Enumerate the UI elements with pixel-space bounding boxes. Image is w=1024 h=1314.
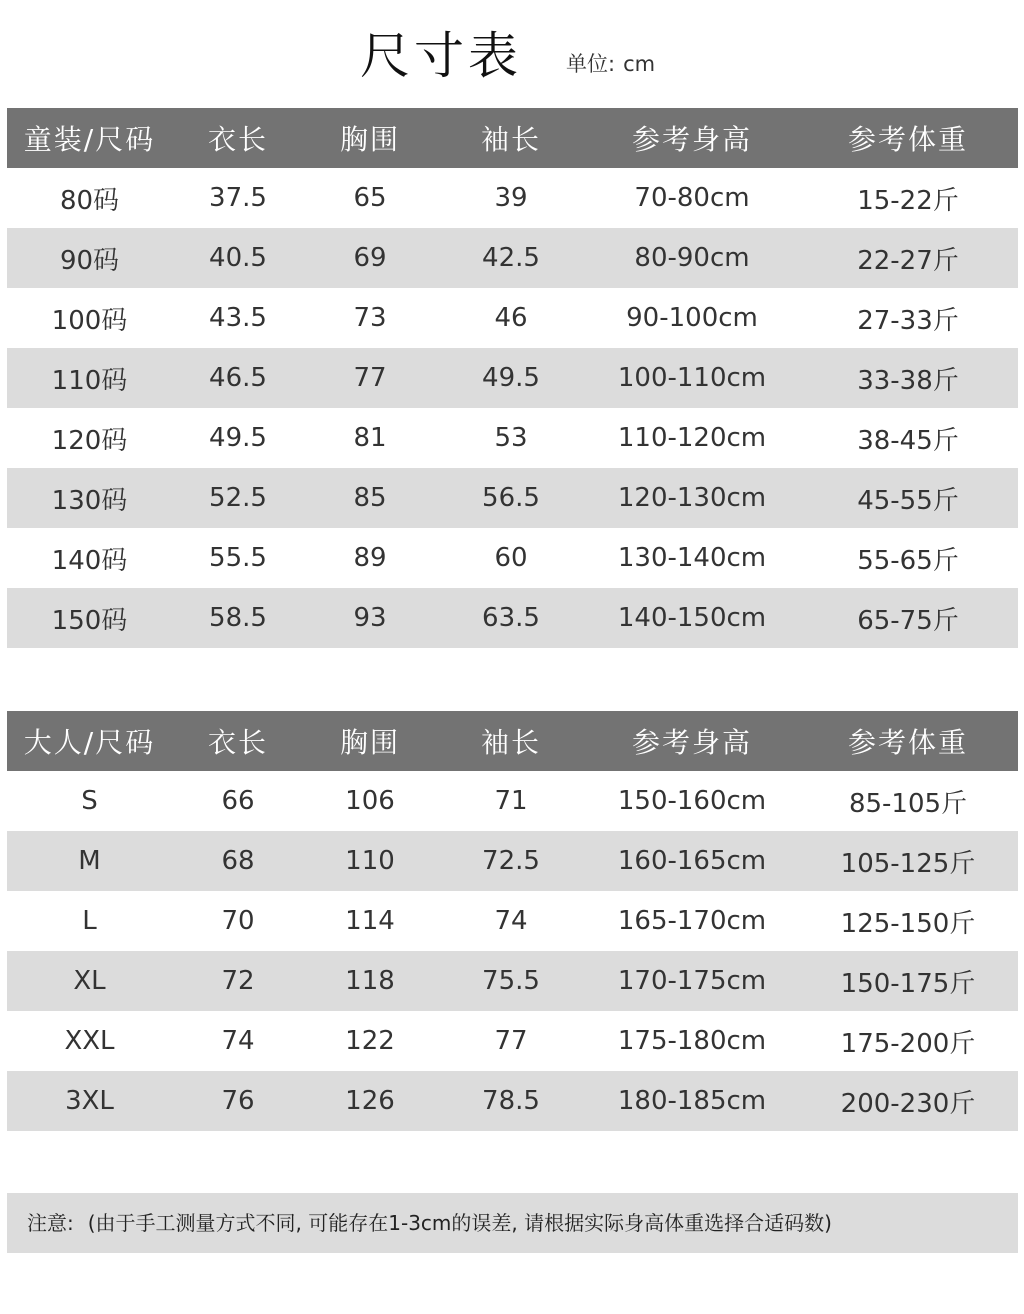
unit-value: cm (623, 52, 656, 76)
column-header: 大人/尺码 (7, 711, 172, 771)
table-cell: 15-22斤 (798, 168, 1018, 228)
table-cell: 58.5 (172, 588, 304, 648)
table-cell: 40.5 (172, 228, 304, 288)
table-cell: 42.5 (436, 228, 586, 288)
table-cell: 170-175cm (586, 951, 798, 1011)
table-cell: 70 (172, 891, 304, 951)
column-header: 胸围 (304, 108, 436, 168)
table-cell: 150-175斤 (798, 951, 1018, 1011)
table-cell: 73 (304, 288, 436, 348)
table-cell: 68 (172, 831, 304, 891)
table-cell: 175-200斤 (798, 1011, 1018, 1071)
note-label: 注意: (27, 1211, 74, 1235)
table-row (7, 528, 1018, 588)
table-cell: 49.5 (172, 408, 304, 468)
table-cell: 22-27斤 (798, 228, 1018, 288)
table-row (7, 288, 1018, 348)
table-cell: 52.5 (172, 468, 304, 528)
column-header: 袖长 (436, 108, 586, 168)
table-cell: 33-38斤 (798, 348, 1018, 408)
table-cell: 130-140cm (586, 528, 798, 588)
table-row (7, 891, 1018, 951)
table-row (7, 951, 1018, 1011)
table-row (7, 831, 1018, 891)
table-cell: 72.5 (436, 831, 586, 891)
size-cell: 3XL (7, 1071, 172, 1131)
table-cell: 53 (436, 408, 586, 468)
table-cell: 63.5 (436, 588, 586, 648)
size-cell: 150码 (7, 588, 172, 648)
column-header: 童装/尺码 (7, 108, 172, 168)
table-cell: 90-100cm (586, 288, 798, 348)
column-header: 参考体重 (798, 108, 1018, 168)
size-cell: 90码 (7, 228, 172, 288)
table-cell: 125-150斤 (798, 891, 1018, 951)
table-cell: 150-160cm (586, 771, 798, 831)
size-cell: 80码 (7, 168, 172, 228)
table-row (7, 228, 1018, 288)
table-cell: 75.5 (436, 951, 586, 1011)
table-row (7, 1071, 1018, 1131)
table-cell: 165-170cm (586, 891, 798, 951)
column-header: 胸围 (304, 711, 436, 771)
column-header: 袖长 (436, 711, 586, 771)
table-cell: 110 (304, 831, 436, 891)
adult-header-row (7, 711, 1018, 771)
table-cell: 77 (304, 348, 436, 408)
table-row (7, 408, 1018, 468)
table-cell: 38-45斤 (798, 408, 1018, 468)
size-cell: 110码 (7, 348, 172, 408)
table-cell: 110-120cm (586, 408, 798, 468)
column-header: 衣长 (172, 711, 304, 771)
table-cell: 55-65斤 (798, 528, 1018, 588)
size-cell: XXL (7, 1011, 172, 1071)
column-header: 参考身高 (586, 711, 798, 771)
column-header: 参考身高 (586, 108, 798, 168)
table-cell: 85 (304, 468, 436, 528)
page-title: 尺寸表 (360, 27, 522, 85)
column-header: 衣长 (172, 108, 304, 168)
size-cell: L (7, 891, 172, 951)
table-cell: 78.5 (436, 1071, 586, 1131)
table-cell: 70-80cm (586, 168, 798, 228)
table-cell: 72 (172, 951, 304, 1011)
note-text: (由于手工测量方式不同, 可能存在1-3cm的误差, 请根据实际身高体重选择合适码数) (87, 1211, 832, 1235)
table-cell: 71 (436, 771, 586, 831)
table-cell: 55.5 (172, 528, 304, 588)
table-cell: 118 (304, 951, 436, 1011)
table-row (7, 771, 1018, 831)
table-cell: 100-110cm (586, 348, 798, 408)
table-cell: 175-180cm (586, 1011, 798, 1071)
table-cell: 80-90cm (586, 228, 798, 288)
table-cell: 122 (304, 1011, 436, 1071)
size-cell: 100码 (7, 288, 172, 348)
size-cell: M (7, 831, 172, 891)
size-cell: 120码 (7, 408, 172, 468)
table-cell: 126 (304, 1071, 436, 1131)
table-cell: 120-130cm (586, 468, 798, 528)
table-cell: 180-185cm (586, 1071, 798, 1131)
column-header: 参考体重 (798, 711, 1018, 771)
table-row (7, 468, 1018, 528)
unit-label: 单位: (566, 52, 616, 76)
table-cell: 39 (436, 168, 586, 228)
table-cell: 46 (436, 288, 586, 348)
adult-size-table (7, 711, 1018, 1131)
table-cell: 160-165cm (586, 831, 798, 891)
kids-header-row (7, 108, 1018, 168)
table-cell: 65 (304, 168, 436, 228)
table-cell: 65-75斤 (798, 588, 1018, 648)
size-cell: XL (7, 951, 172, 1011)
table-cell: 200-230斤 (798, 1071, 1018, 1131)
unit-note (566, 50, 655, 78)
table-row (7, 588, 1018, 648)
table-cell: 45-55斤 (798, 468, 1018, 528)
table-row (7, 1011, 1018, 1071)
table-cell: 74 (436, 891, 586, 951)
table-cell: 69 (304, 228, 436, 288)
table-cell: 106 (304, 771, 436, 831)
table-cell: 114 (304, 891, 436, 951)
table-cell: 27-33斤 (798, 288, 1018, 348)
table-cell: 60 (436, 528, 586, 588)
table-row (7, 168, 1018, 228)
table-cell: 46.5 (172, 348, 304, 408)
table-cell: 56.5 (436, 468, 586, 528)
table-cell: 140-150cm (586, 588, 798, 648)
table-cell: 76 (172, 1071, 304, 1131)
size-cell: 130码 (7, 468, 172, 528)
size-cell: 140码 (7, 528, 172, 588)
table-cell: 77 (436, 1011, 586, 1071)
table-cell: 74 (172, 1011, 304, 1071)
table-cell: 81 (304, 408, 436, 468)
table-row (7, 348, 1018, 408)
size-cell: S (7, 771, 172, 831)
title-row (0, 22, 1024, 92)
table-cell: 105-125斤 (798, 831, 1018, 891)
table-cell: 89 (304, 528, 436, 588)
table-cell: 37.5 (172, 168, 304, 228)
table-cell: 93 (304, 588, 436, 648)
kids-size-table (7, 108, 1018, 648)
table-cell: 85-105斤 (798, 771, 1018, 831)
table-cell: 49.5 (436, 348, 586, 408)
table-cell: 66 (172, 771, 304, 831)
measurement-note (7, 1193, 1018, 1253)
table-cell: 43.5 (172, 288, 304, 348)
